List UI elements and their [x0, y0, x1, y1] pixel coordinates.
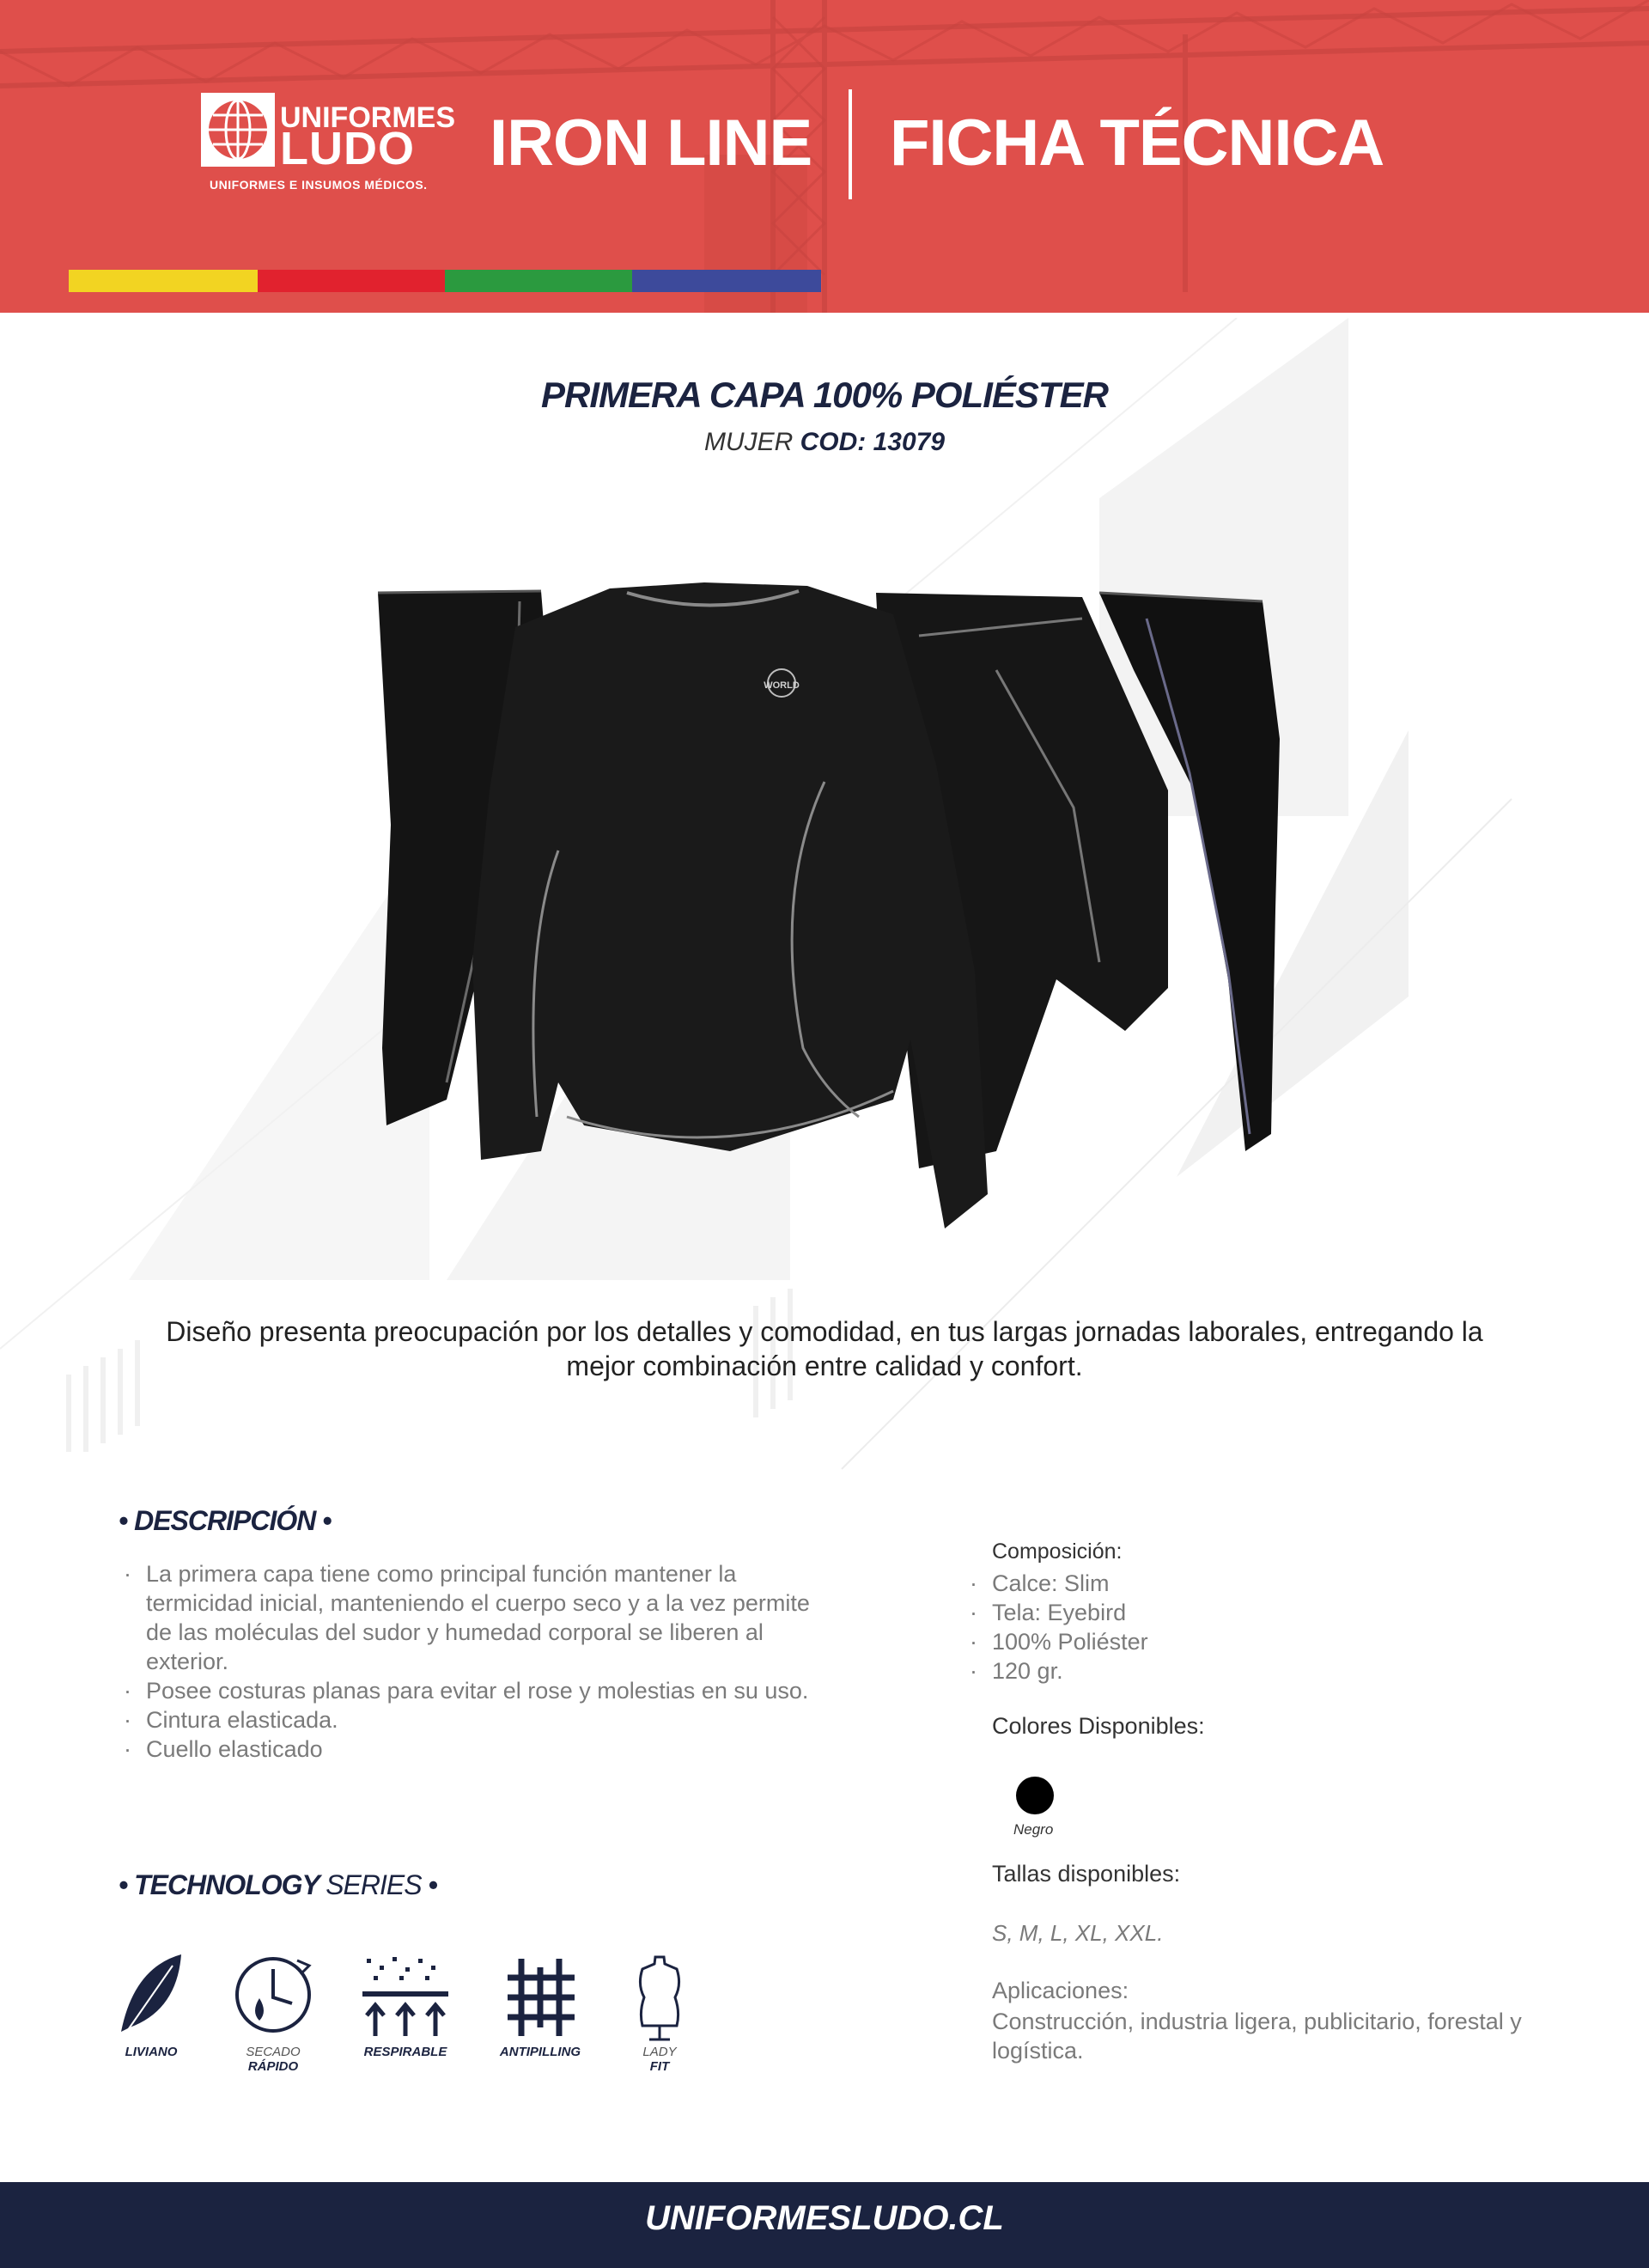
- breathable-icon: [358, 1950, 453, 2045]
- composition-item: · Tela: Eyebird: [966, 1598, 1524, 1627]
- tech-label: RESPIRABLE: [363, 2045, 447, 2059]
- quick-dry-icon: [230, 1950, 316, 2045]
- footer-website-link[interactable]: UNIFORMESLUDO.CL: [645, 2199, 1004, 2237]
- description-item: · Posee costuras planas para evitar el rose y molestias en su uso.: [120, 1676, 842, 1705]
- product-code: COD: 13079: [800, 428, 946, 456]
- technology-heading-bold: TECHNOLOGY: [134, 1869, 319, 1900]
- brand-name-main: LUDO: [280, 123, 415, 174]
- description-item: · Cintura elasticada.: [120, 1705, 842, 1735]
- tech-sublabel: RÁPIDO: [247, 2059, 299, 2074]
- composition-list: [966, 1569, 1524, 1686]
- color-swatch-label: Negro: [1013, 1821, 1054, 1838]
- product-garment-image: [344, 567, 1305, 1237]
- header-divider: [849, 89, 852, 199]
- description-heading: • DESCRIPCIÓN •: [119, 1505, 332, 1536]
- technology-heading: • TECHNOLOGY SERIES •: [119, 1869, 437, 1900]
- product-gender: MUJER: [703, 428, 794, 456]
- tech-label: ANTIPILLING: [499, 2045, 581, 2059]
- feather-icon: [108, 1950, 194, 2045]
- tech-sublabel: FIT: [649, 2059, 670, 2074]
- brand-tagline: UNIFORMES E INSUMOS MÉDICOS.: [210, 178, 428, 192]
- description-heading-text: DESCRIPCIÓN: [134, 1505, 316, 1536]
- composition-item: · 100% Poliéster: [966, 1627, 1524, 1656]
- sizes-label: Tallas disponibles:: [992, 1861, 1181, 1887]
- tech-label: LADY: [642, 2045, 677, 2059]
- tech-antipilling: [484, 1950, 596, 2059]
- tech-label: SECADO: [246, 2045, 301, 2059]
- colors-label: Colores Disponibles:: [992, 1713, 1205, 1739]
- applications-value: Construcción, industria ligera, publicitario, forestal y logística.: [992, 2009, 1522, 2064]
- tech-label: LIVIANO: [125, 2045, 178, 2059]
- stripe-green: [445, 270, 632, 292]
- sizes-value: S, M, L, XL, XXL.: [992, 1920, 1164, 1946]
- description-item: · La primera capa tiene como principal función mantener la termicidad inicial, manteniendo el cuerpo seco y a la vez permite de las moléculas del sudor y humedad corporal se liberen al exterior.: [120, 1559, 842, 1676]
- composition-label: Composición:: [992, 1539, 1123, 1564]
- tech-secado-rapido: [217, 1950, 329, 2074]
- lady-fit-icon: [617, 1950, 703, 2045]
- stripe-yellow: [69, 270, 258, 292]
- tech-respirable: [350, 1950, 461, 2059]
- applications-label: Aplicaciones:: [992, 1978, 1129, 2003]
- shirt-logo: WORLD: [764, 680, 800, 691]
- tech-liviano: [95, 1950, 207, 2059]
- product-title: PRIMERA CAPA 100% POLIÉSTER: [541, 375, 1108, 415]
- product-subtitle: [0, 428, 1649, 457]
- product-line-name: IRON LINE: [490, 107, 812, 180]
- product-tagline: Diseño presenta preocupación por los detalles y comodidad, en tus largas jornadas laborales, entregando la mejor combinación entre calidad y confort.: [166, 1316, 1483, 1381]
- stripe-red: [258, 270, 445, 292]
- brand-logo-icon: [201, 93, 275, 167]
- composition-item: · 120 gr.: [966, 1656, 1524, 1686]
- antipilling-icon: [497, 1950, 583, 2045]
- description-item: · Cuello elasticado: [120, 1735, 842, 1764]
- description-list: [120, 1559, 842, 1764]
- sheet-title: FICHA TÉCNICA: [890, 107, 1384, 180]
- stripe-blue: [632, 270, 821, 292]
- composition-item: · Calce: Slim: [966, 1569, 1524, 1598]
- brand-name-top: UNIFORMES: [280, 101, 455, 134]
- color-swatch-negro: [1016, 1777, 1054, 1814]
- technology-heading-light: SERIES: [326, 1869, 422, 1900]
- tech-lady-fit: [604, 1950, 715, 2074]
